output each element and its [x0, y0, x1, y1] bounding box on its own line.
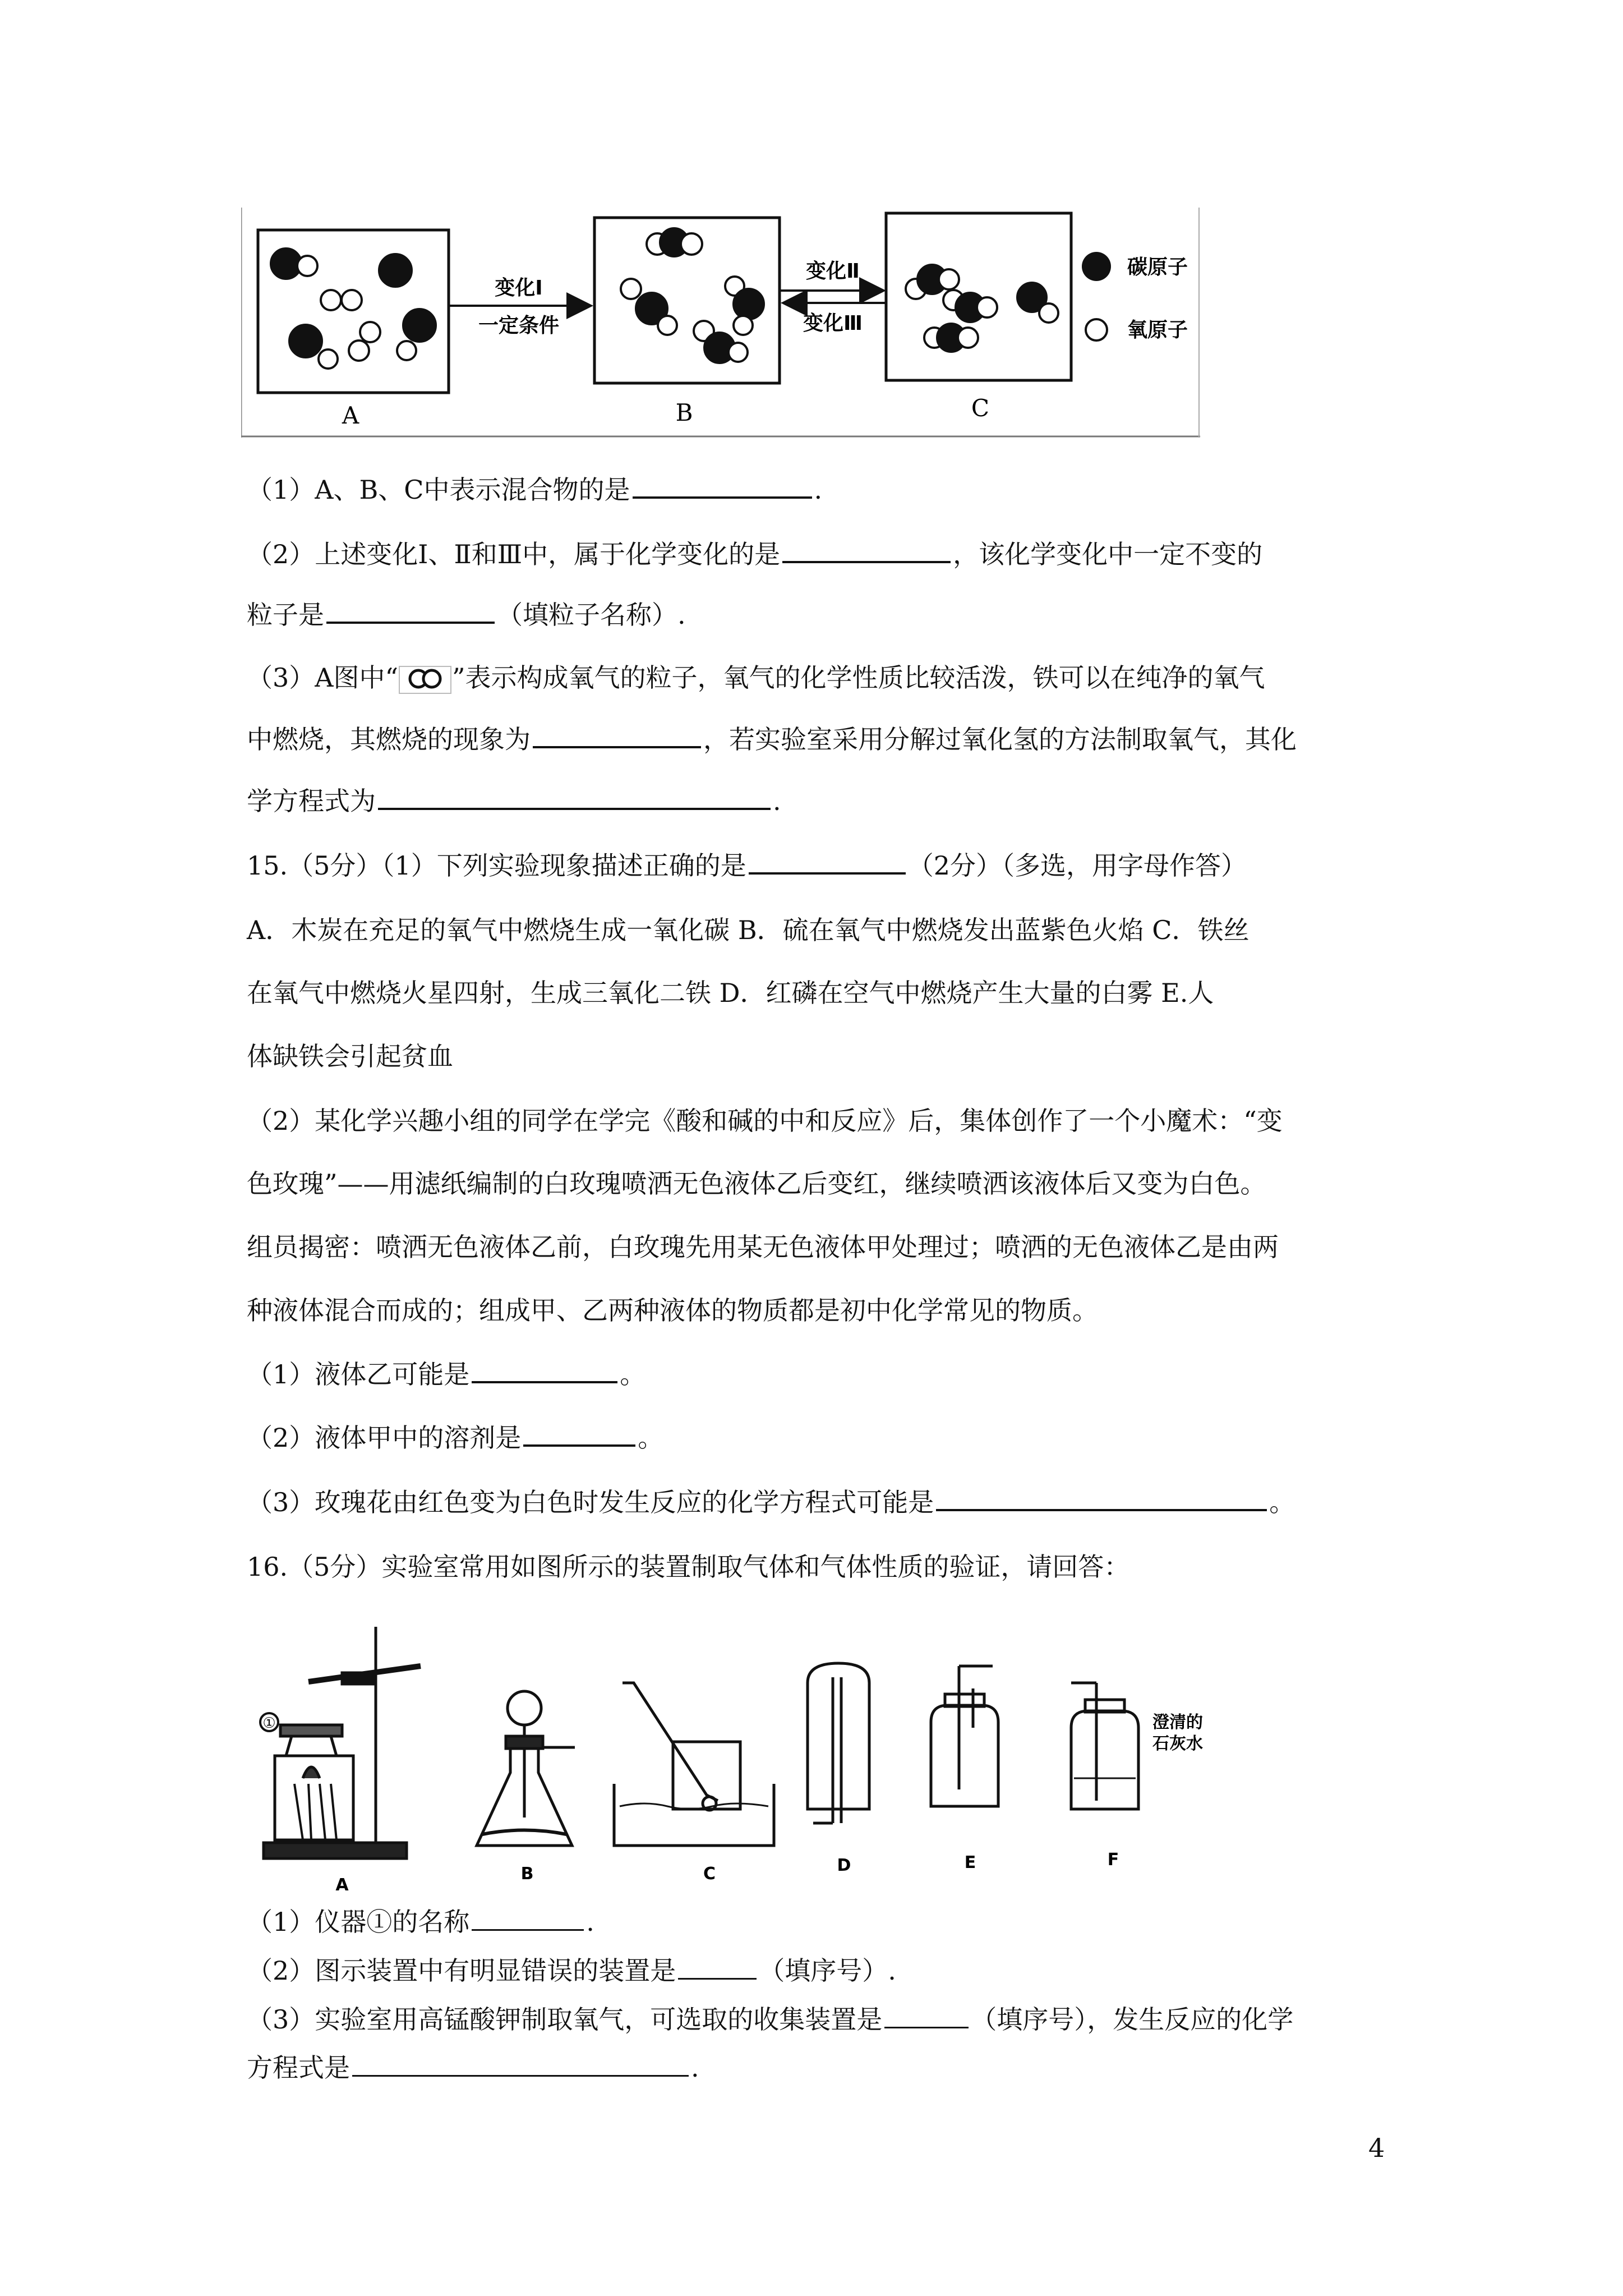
q15-options-line2: 在氧气中燃烧火星四射，生成三氧化二铁 D．红磷在空气中燃烧产生大量的白雾 E.人 [247, 978, 1214, 1008]
q16-blank4[interactable] [352, 2053, 689, 2077]
q15-sub2: （2）液体甲中的溶剂是 。 [247, 1423, 664, 1453]
apparatus-label-f: F [1107, 1850, 1119, 1870]
apparatus-b [477, 1691, 575, 1846]
apparatus-label-e: E [964, 1853, 976, 1872]
box-c-label: C [971, 394, 990, 422]
q16-blank2[interactable] [678, 1955, 757, 1980]
legend-carbon-label: 碳原子 [1127, 256, 1188, 279]
q16-sub3-line2: 方程式是 . [247, 2053, 699, 2083]
apparatus-label-b: B [520, 1864, 534, 1884]
q16-sub3-line1: （3）实验室用高锰酸钾制取氧气，可选取的收集装置是 （填序号），发生反应的化学 [247, 2004, 1294, 2035]
apparatus-e [931, 1666, 998, 1806]
q14-part3-line2: 中燃烧，其燃烧的现象为 ，若实验室采用分解过氧化氢的方法制取氧气，其化 [247, 724, 1297, 754]
oxygen-molecule-icon [398, 664, 452, 696]
apparatus-f-note-1: 澄清的 [1152, 1713, 1203, 1732]
box-a-particles [271, 249, 436, 369]
q15-options-line1: A．木炭在充足的氧气中燃烧生成一氧化碳 B．硫在氧气中燃烧发出蓝紫色火焰 C．铁丝 [247, 915, 1249, 945]
q14-part1: （1）A、B、C中表示混合物的是 . [247, 475, 823, 505]
q16-sub2: （2）图示装置中有明显错误的装置是 （填序号）. [247, 1955, 896, 1986]
apparatus-label-d: D [837, 1856, 851, 1875]
q16-blank1[interactable] [472, 1907, 584, 1931]
q15-head: 15.（5分）（1）下列实验现象描述正确的是 （2分）（多选，用字母作答） [247, 850, 1247, 881]
q15-part2-line2: 色玫瑰”——用滤纸编制的白玫瑰喷洒无色液体乙后变红，继续喷洒该液体后又变为白色。 [247, 1168, 1266, 1199]
apparatus-d [808, 1663, 869, 1823]
q14-part3-line1: （3）A图中“ ”表示构成氧气的粒子，氧气的化学性质比较活泼，铁可以在纯净的氧气 [247, 662, 1265, 696]
page-number: 4 [1368, 2133, 1385, 2163]
apparatus-a [260, 1627, 421, 1858]
apparatus-f [1071, 1683, 1138, 1809]
q15-blank4[interactable] [936, 1487, 1267, 1511]
arrow1-bottom-label: 一定条件 [478, 314, 560, 337]
apparatus-label-c: C [703, 1864, 716, 1884]
apparatus-f-note-2: 石灰水 [1152, 1734, 1203, 1754]
box-b-label: B [675, 399, 693, 426]
legend-carbon-dot [1082, 252, 1111, 281]
q14-blank3[interactable] [326, 599, 495, 624]
apparatus-figure [241, 1616, 1239, 1896]
q15-blank1[interactable] [749, 850, 906, 875]
q16-head: 16.（5分）实验室常用如图所示的装置制取气体和气体性质的验证，请回答： [247, 1552, 1130, 1582]
q14-blank1[interactable] [633, 474, 812, 499]
apparatus-marker: ① [262, 1715, 276, 1732]
arrow2-top-label: 变化Ⅱ [806, 260, 860, 283]
q16-sub1: （1）仪器①的名称 . [247, 1907, 594, 1937]
q15-part2-line4: 种液体混合而成的；组成甲、乙两种液体的物质都是初中化学常见的物质。 [247, 1295, 1098, 1326]
q14-blank2[interactable] [782, 539, 951, 563]
q15-blank3[interactable] [523, 1422, 635, 1447]
q16-blank3[interactable] [884, 2004, 969, 2028]
q14-part2-line1: （2）上述变化Ⅰ、Ⅱ和Ⅲ中，属于化学变化的是 ，该化学变化中一定不变的 [247, 539, 1263, 569]
particle-diagram [241, 208, 1273, 443]
box-b-particles [621, 228, 764, 363]
q14-part2-line2: 粒子是 （填粒子名称）. [247, 600, 686, 630]
q14-part3-line3: 学方程式为 . [247, 786, 781, 816]
q15-sub3: （3）玫瑰花由红色变为白色时发生反应的化学方程式可能是 。 [247, 1487, 1295, 1517]
q15-sub1: （1）液体乙可能是 。 [247, 1359, 646, 1389]
q14-blank5[interactable] [378, 785, 771, 810]
q14-blank4[interactable] [533, 724, 701, 748]
box-a-label: A [342, 402, 359, 429]
legend-oxygen-label: 氧原子 [1127, 319, 1188, 342]
q15-part2-line1: （2）某化学兴趣小组的同学在学完《酸和碱的中和反应》后，集体创作了一个小魔术：“变 [247, 1106, 1283, 1136]
box-c-particles [906, 265, 1058, 352]
q15-options-line3: 体缺铁会引起贫血 [247, 1041, 453, 1071]
q15-part2-line3: 组员揭密：喷洒无色液体乙前，白玫瑰先用某无色液体甲处理过；喷洒的无色液体乙是由两 [247, 1232, 1279, 1262]
apparatus-c [614, 1683, 774, 1846]
q15-blank2[interactable] [472, 1359, 617, 1383]
arrow2-bottom-label: 变化Ⅲ [803, 312, 863, 335]
apparatus-label-a: A [335, 1875, 349, 1895]
legend-oxygen-dot [1086, 319, 1107, 341]
arrow1-top-label: 变化Ⅰ [495, 277, 543, 300]
